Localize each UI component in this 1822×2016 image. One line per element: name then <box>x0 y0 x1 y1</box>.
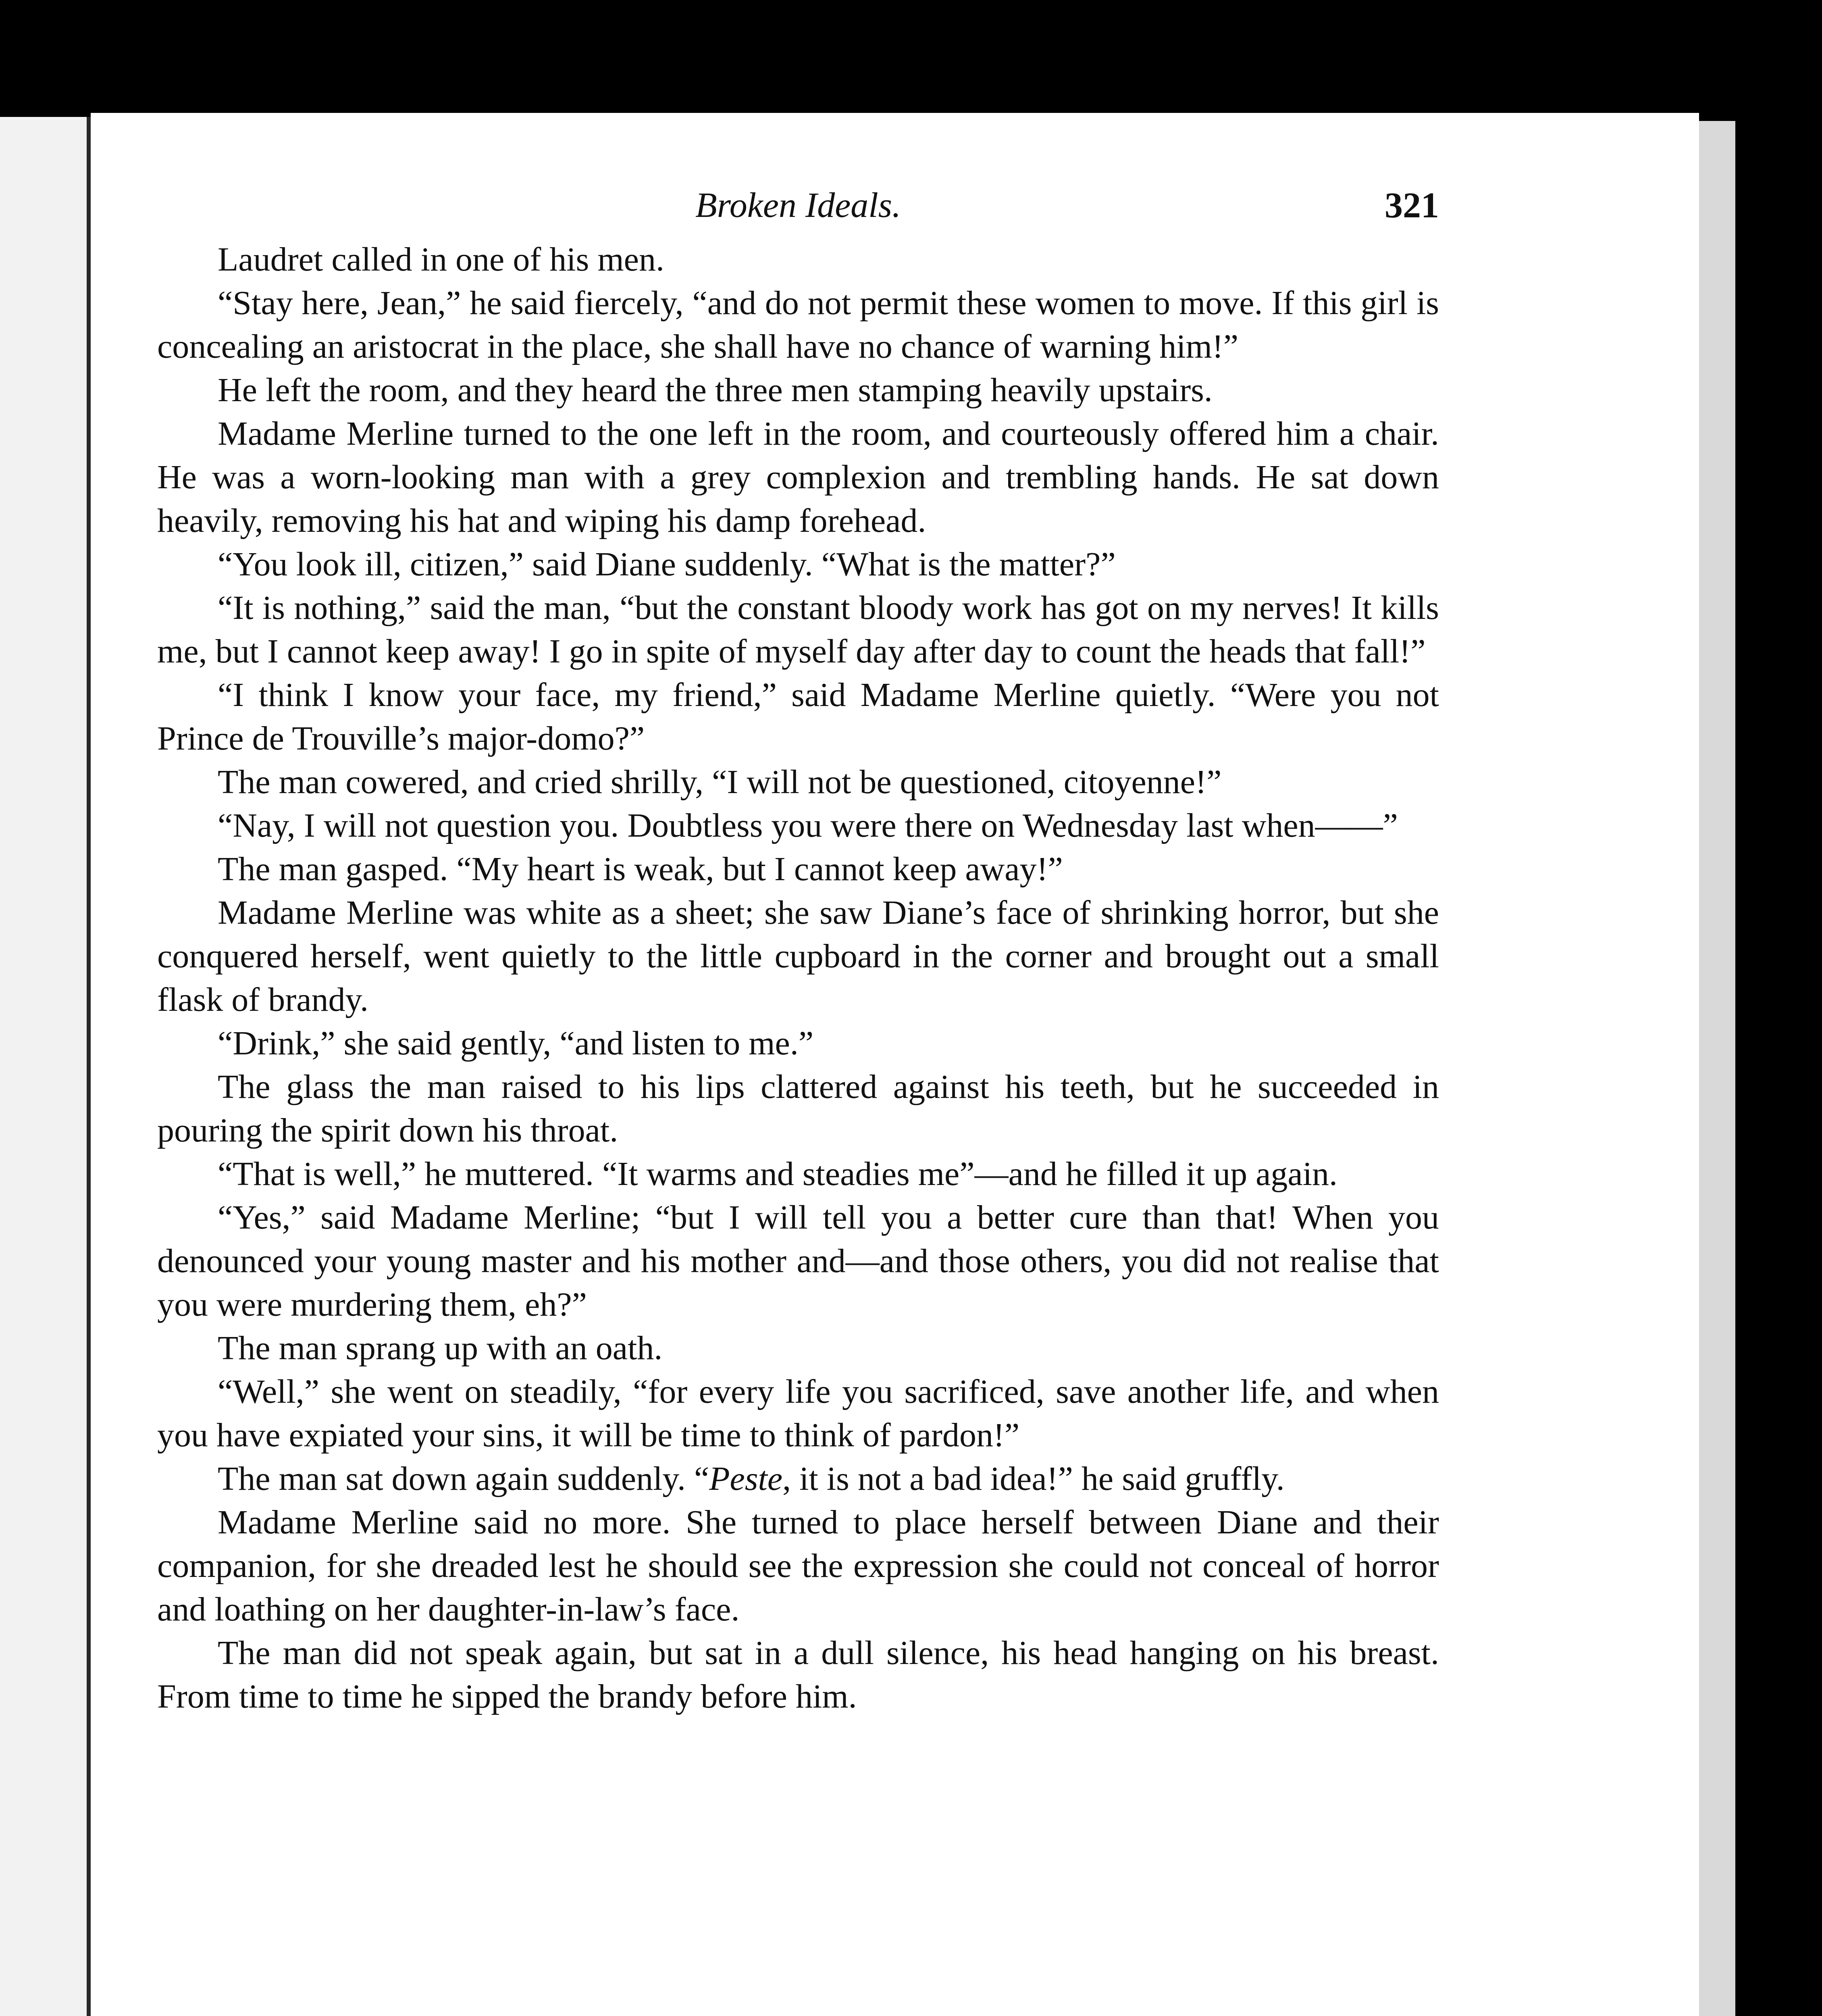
paragraph: Madame Merline was white as a sheet; she saw Diane’s face of shrinking horror, but she conquered herself, went quietly to the little cupboard in the corner and brought out a small flask of brandy. <box>157 894 1439 1018</box>
paragraph: “I think I know your face, my friend,” said Madame Merline quietly. “Were you not Prince de Trouville’s major-domo?” <box>157 676 1439 757</box>
paragraph: “It is nothing,” said the man, “but the constant bloody work has got on my nerves! It kills me, but I cannot keep away! I go in spite of myself day after day to count the heads that fall!” <box>157 589 1439 670</box>
paragraph: Laudret called in one of his men. <box>218 241 664 278</box>
paragraph: “Drink,” she said gently, “and listen to me.” <box>218 1025 814 1062</box>
paragraph: The man gasped. “My heart is weak, but I cannot keep away!” <box>218 850 1063 888</box>
page-number: 321 <box>1385 185 1439 225</box>
page-header <box>157 175 1439 236</box>
paragraph: “You look ill, citizen,” said Diane suddenly. “What is the matter?” <box>218 546 1116 583</box>
body-text <box>157 238 1439 1718</box>
paragraph: Madame Merline said no more. She turned to place herself between Diane and their companion, for she dreaded lest he should see the expression she could not conceal of horror and loathing on her daughter-in-law’s face. <box>157 1504 1439 1628</box>
paragraph: The man sprang up with an oath. <box>218 1329 663 1367</box>
page-edge-shadow <box>1699 121 1735 2016</box>
paragraph-text: , it is not a bad idea!” he said gruffly. <box>782 1460 1285 1497</box>
paragraph: Madame Merline turned to the one left in the room, and courteously offered him a chair. He was a worn-looking man with a grey complexion and trembling hands. He sat down heavily, removing his hat and wiping his damp forehead. <box>157 415 1439 539</box>
italic-word: Peste <box>709 1460 783 1497</box>
running-title: Broken Ideals. <box>695 186 901 225</box>
paragraph: The man did not speak again, but sat in a dull silence, his head hanging on his breast. From time to time he sipped the brandy before him. <box>157 1634 1439 1715</box>
paragraph: The man cowered, and cried shrilly, “I will not be questioned, citoyenne!” <box>218 763 1222 801</box>
paragraph <box>157 1457 1439 1501</box>
paragraph: “That is well,” he muttered. “It warms and steadies me”—and he filled it up again. <box>218 1155 1338 1193</box>
paragraph: “Yes,” said Madame Merline; “but I will tell you a better cure than that! When you denounced your young master and his mother and—and those others, you did not realise that you were murdering them, eh?” <box>157 1199 1439 1323</box>
paragraph: “Nay, I will not question you. Doubtless you were there on Wednesday last when——” <box>218 807 1398 844</box>
paragraph: He left the room, and they heard the three men stamping heavily upstairs. <box>218 371 1213 409</box>
paragraph: The glass the man raised to his lips clattered against his teeth, but he succeeded in pouring the spirit down his throat. <box>157 1068 1439 1149</box>
facing-page-edge <box>0 117 91 2016</box>
open-quote: “ <box>694 1460 709 1497</box>
paragraph: “Well,” she went on steadily, “for every life you sacrificed, save another life, and when you have expiated your sins, it will be time to think of pardon!” <box>157 1373 1439 1454</box>
paragraph: “Stay here, Jean,” he said fiercely, “and do not permit these women to move. If this girl is concealing an aristocrat in the place, she shall have no chance of warning him!” <box>157 284 1439 365</box>
paragraph-text: The man sat down again suddenly. <box>218 1460 686 1497</box>
